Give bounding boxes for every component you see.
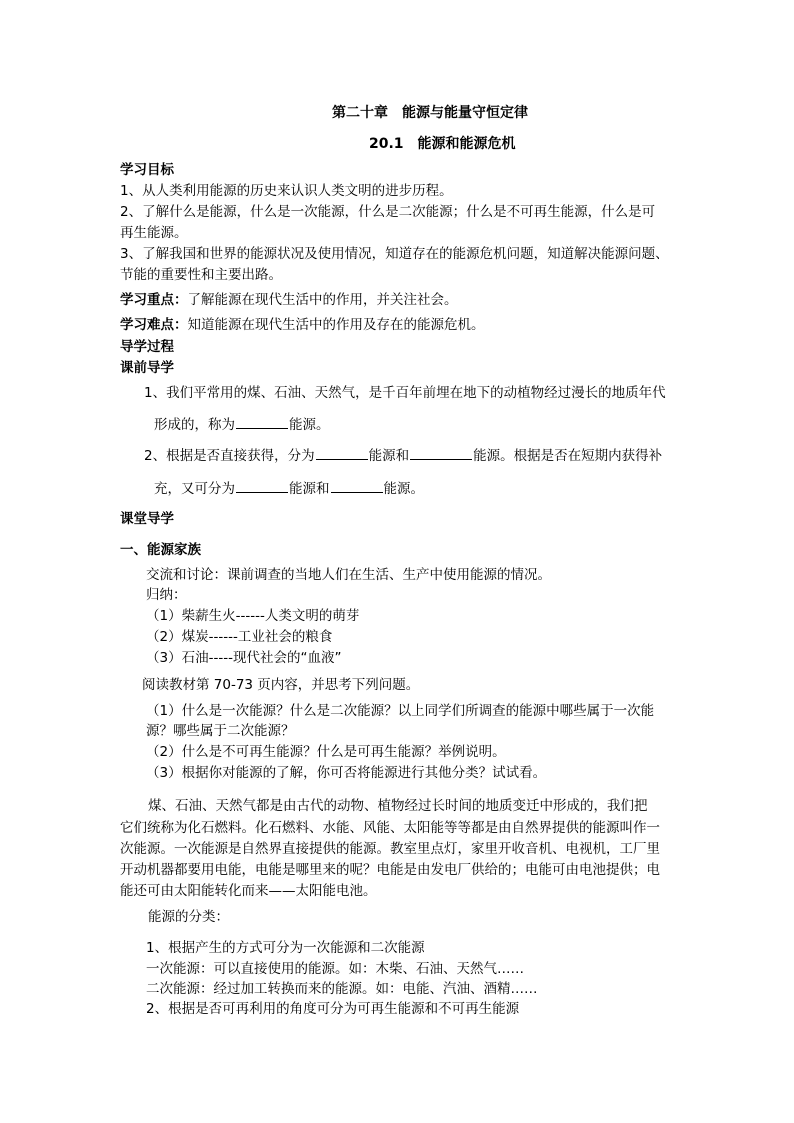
difficulty-label: 学习难点： (120, 317, 188, 333)
objective-item-3-line2: 节能的重要性和主要出路。 (120, 267, 282, 283)
key-point-text: 了解能源在现代生活中的作用，并关注社会。 (187, 292, 458, 308)
question-1-line2: 源？哪些属于二次能源？ (146, 723, 295, 739)
paragraph-line-3: 次能源。一次能源是自然界直接提供的能源。教室里点灯，家里开收音机、电视机，工厂里 (120, 841, 660, 857)
answer-blank-4[interactable] (236, 479, 288, 493)
q2-text-e: 能源和 (289, 481, 330, 497)
summary-item-3: （3）石油-----现代社会的“血液” (146, 650, 342, 666)
question-2: （2）什么是不可再生能源？什么是可再生能源？举例说明。 (146, 744, 506, 760)
difficulty (120, 316, 485, 334)
reading-instruction: 阅读教材第 70-73 页内容，并思考下列问题。 (142, 677, 420, 693)
paragraph-line-1: 煤、石油、天然气都是由古代的动物、植物经过长时间的地质变迁中形成的，我们把 (148, 798, 648, 814)
discussion-text: 交流和讨论：课前调查的当地人们在生活、生产中使用能源的情况。 (146, 567, 551, 583)
q2-text-b: 能源和 (368, 448, 410, 464)
key-point (120, 291, 458, 309)
paragraph-line-2: 它们统称为化石燃料。化石燃料、水能、风能、太阳能等等都是由自然界提供的能源叫作一 (120, 820, 660, 836)
preclass-question-2-line1 (144, 446, 662, 465)
preclass-question-1-line2 (154, 415, 330, 434)
answer-blank-1[interactable] (236, 415, 288, 429)
q2-text-a: 2、根据是否直接获得，分为 (144, 448, 315, 464)
q1-text-a: 形成的，称为 (154, 417, 235, 433)
summary-label: 归纳： (146, 587, 187, 603)
paragraph-line-5: 能还可由太阳能转化而来——太阳能电池。 (120, 883, 377, 899)
q2-text-f: 能源。 (383, 481, 424, 497)
question-3: （3）根据你对能源的了解，你可否将能源进行其他分类？试试看。 (146, 765, 547, 781)
objectives-heading: 学习目标 (120, 162, 174, 178)
inclass-heading: 课堂导学 (120, 511, 174, 527)
objective-item-2-line1: 2、了解什么是能源，什么是一次能源，什么是二次能源；什么是不可再生能源，什么是可 (120, 204, 656, 220)
secondary-energy: 二次能源：经过加工转换而来的能源。如：电能、汽油、酒精…… (146, 981, 538, 997)
primary-energy: 一次能源：可以直接使用的能源。如：木柴、石油、天然气…… (146, 961, 524, 977)
preclass-heading: 课前导学 (120, 360, 174, 376)
key-point-label: 学习重点： (120, 292, 188, 308)
question-1-line1: （1）什么是一次能源？什么是二次能源？以上同学们所调查的能源中哪些属于一次能 (146, 703, 655, 719)
paragraph-line-4: 开动机器都要用电能，电能是哪里来的呢？电能是由发电厂供给的；电能可由电池提供；电 (120, 862, 660, 878)
classification-heading: 能源的分类： (148, 909, 229, 925)
classification-1: 1、根据产生的方式可分为一次能源和二次能源 (146, 940, 425, 956)
process-heading: 导学过程 (120, 339, 174, 355)
difficulty-text: 知道能源在现代生活中的作用及存在的能源危机。 (187, 317, 485, 333)
q1-text-b: 能源。 (289, 417, 330, 433)
preclass-question-2-line2 (154, 479, 424, 498)
summary-item-2: （2）煤炭------工业社会的粮食 (146, 629, 333, 645)
classification-2: 2、根据是否可再利用的角度可分为可再生能源和不可再生能源 (146, 1001, 520, 1017)
preclass-question-1-line1: 1、我们平常用的煤、石油、天然气，是千百年前埋在地下的动植物经过漫长的地质年代 (144, 385, 666, 401)
answer-blank-5[interactable] (331, 479, 383, 493)
section1-heading: 一、能源家族 (120, 542, 201, 558)
answer-blank-3[interactable] (410, 446, 472, 460)
objective-item-2-line2: 再生能源。 (120, 225, 188, 241)
objective-item-1: 1、从人类利用能源的历史来认识人类文明的进步历程。 (120, 183, 453, 199)
chapter-title: 第二十章 能源与能量守恒定律 (332, 105, 528, 121)
section-title: 20.1 能源和能源危机 (369, 136, 516, 152)
q2-text-c: 能源。根据是否在短期内获得补 (473, 448, 663, 464)
summary-item-1: （1）柴薪生火------人类文明的萌芽 (146, 608, 360, 624)
answer-blank-2[interactable] (316, 446, 368, 460)
objective-item-3-line1: 3、了解我国和世界的能源状况及使用情况，知道存在的能源危机问题，知道解决能源问题、 (120, 246, 669, 262)
q2-text-d: 充，又可分为 (154, 481, 235, 497)
